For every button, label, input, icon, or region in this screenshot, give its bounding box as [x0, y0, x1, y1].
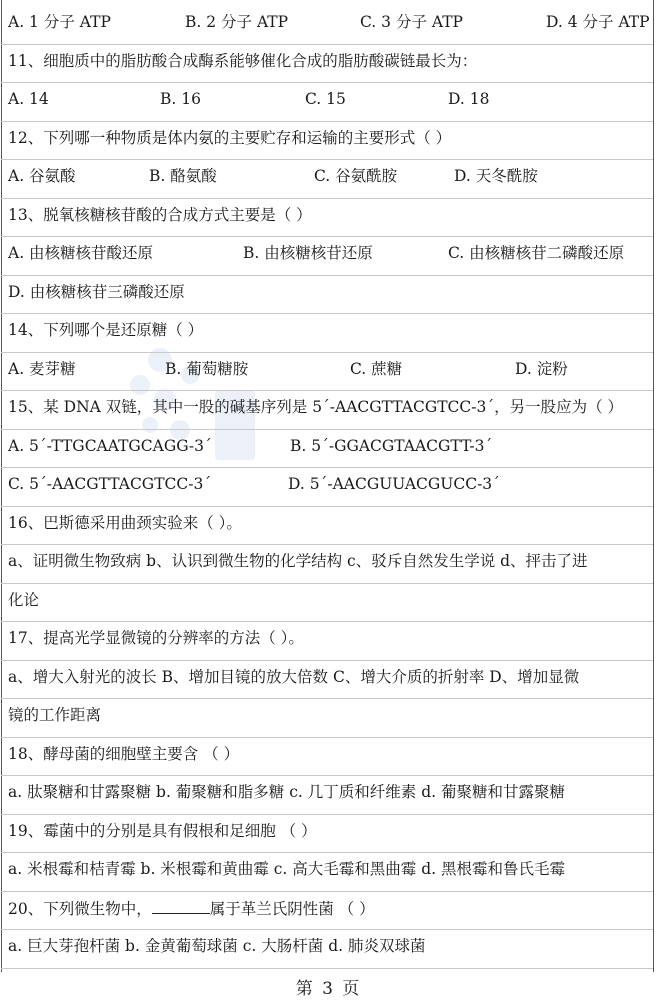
- q14-stem: 14、下列哪个是还原糖（ ）: [8, 321, 204, 339]
- row-divider: [1, 159, 653, 160]
- row-divider: [1, 198, 653, 199]
- row-divider: [1, 467, 653, 468]
- q18-stem: 18、酵母菌的细胞壁主要含 （ ）: [8, 745, 240, 763]
- q14-option-b: B. 葡萄糖胺: [165, 360, 249, 378]
- left-border: [1, 0, 2, 972]
- q17-options-line1: a、增大入射光的波长 B、增加目镜的放大倍数 C、增大介质的折射率 D、增加显微: [8, 668, 580, 686]
- q10-option-c: C. 3 分子 ATP: [360, 13, 463, 31]
- q10-option-b: B. 2 分子 ATP: [185, 13, 289, 31]
- row-divider: [1, 968, 653, 969]
- q19-options: a. 米根霉和桔青霉 b. 米根霉和黄曲霉 c. 高大毛霉和黑曲霉 d. 黑根霉和鲁氏毛霉: [8, 860, 565, 878]
- q12-option-d: D. 天冬酰胺: [454, 167, 538, 185]
- row-divider: [1, 506, 653, 507]
- row-divider: [1, 82, 653, 83]
- q12-stem: 12、下列哪一种物质是体内氨的主要贮存和运输的主要形式（ ）: [8, 129, 452, 147]
- q18-options: a. 肽聚糖和甘露聚糖 b. 葡聚糖和脂多糖 c. 几丁质和纤维素 d. 葡聚糖和甘露聚糖: [8, 783, 565, 801]
- row-divider: [1, 236, 653, 237]
- row-divider: [1, 814, 653, 815]
- q15-option-c: C. 5ˊ-AACGTTACGTCC-3ˊ: [8, 475, 212, 493]
- row-divider: [1, 352, 653, 353]
- q14-option-a: A. 麦芽糖: [8, 360, 76, 378]
- row-divider: [1, 313, 653, 314]
- q20-stem-after: 属于革兰氏阴性菌 （ ）: [209, 900, 375, 918]
- q16-options-line2: 化论: [8, 591, 40, 609]
- q11-stem: 11、细胞质中的脂肪酸合成酶系能够催化合成的脂肪酸碳链最长为：: [8, 52, 478, 70]
- q10-option-a: A. 1 分子 ATP: [8, 13, 111, 31]
- row-divider: [1, 544, 653, 545]
- q13-option-a: A. 由核糖核苷酸还原: [8, 244, 154, 262]
- q15-option-b: B. 5ˊ-GGACGTAACGTT-3ˊ: [290, 437, 493, 455]
- q13-option-d: D. 由核糖核苷三磷酸还原: [8, 283, 185, 301]
- row-divider: [1, 698, 653, 699]
- q14-option-d: D. 淀粉: [515, 360, 568, 378]
- row-divider: [1, 390, 653, 391]
- row-divider: [1, 660, 653, 661]
- q16-stem: 16、巴斯德采用曲颈实验来（ ）。: [8, 514, 242, 532]
- row-divider: [1, 621, 653, 622]
- q20-options: a. 巨大芽孢杆菌 b. 金黄葡萄球菌 c. 大肠杆菌 d. 肺炎双球菌: [8, 937, 426, 955]
- q17-stem: 17、提高光学显微镜的分辨率的方法（ ）。: [8, 629, 304, 647]
- q20-stem-before: 20、下列微生物中，: [8, 900, 152, 918]
- row-divider: [1, 737, 653, 738]
- row-divider: [1, 583, 653, 584]
- page-number: 第 3 页: [295, 979, 362, 999]
- q15-option-d: D. 5ˊ-AACGUUACGUCC-3ˊ: [288, 475, 500, 493]
- row-divider: [1, 891, 653, 892]
- q12-option-c: C. 谷氨酰胺: [314, 167, 398, 185]
- row-divider: [1, 429, 653, 430]
- q11-option-a: A. 14: [8, 90, 49, 108]
- q12-option-b: B. 酪氨酸: [149, 167, 217, 185]
- q11-option-c: C. 15: [305, 90, 346, 108]
- row-divider: [1, 275, 653, 276]
- q15-stem: 15、某 DNA 双链，其中一股的碱基序列是 5ˊ-AACGTTACGTCC-3ˊ，另一股应为（ ）: [8, 398, 624, 416]
- row-divider: [1, 852, 653, 853]
- q17-options-line2: 镜的工作距离: [8, 706, 102, 724]
- row-divider: [1, 775, 653, 776]
- q20-blank: [152, 898, 210, 914]
- q11-option-b: B. 16: [160, 90, 201, 108]
- q12-option-a: A. 谷氨酸: [8, 167, 76, 185]
- q13-option-c: C. 由核糖核苷二磷酸还原: [448, 244, 625, 262]
- q19-stem: 19、霉菌中的分别是具有假根和足细胞 （ ）: [8, 822, 317, 840]
- row-divider: [1, 121, 653, 122]
- q13-stem: 13、脱氧核糖核苷酸的合成方式主要是（ ）: [8, 206, 312, 224]
- q10-option-d: D. 4 分子 ATP: [546, 13, 650, 31]
- row-divider: [1, 929, 653, 930]
- right-border: [653, 0, 654, 972]
- q16-options-line1: a、证明微生物致病 b、认识到微生物的化学结构 c、驳斥自然发生学说 d、抨击了进: [8, 552, 588, 570]
- q14-option-c: C. 蔗糖: [350, 360, 403, 378]
- row-divider: [1, 44, 653, 45]
- q13-option-b: B. 由核糖核苷还原: [243, 244, 373, 262]
- q20-stem: [8, 898, 651, 919]
- q15-option-a: A. 5ˊ-TTGCAATGCAGG-3ˊ: [8, 437, 212, 455]
- q11-option-d: D. 18: [448, 90, 490, 108]
